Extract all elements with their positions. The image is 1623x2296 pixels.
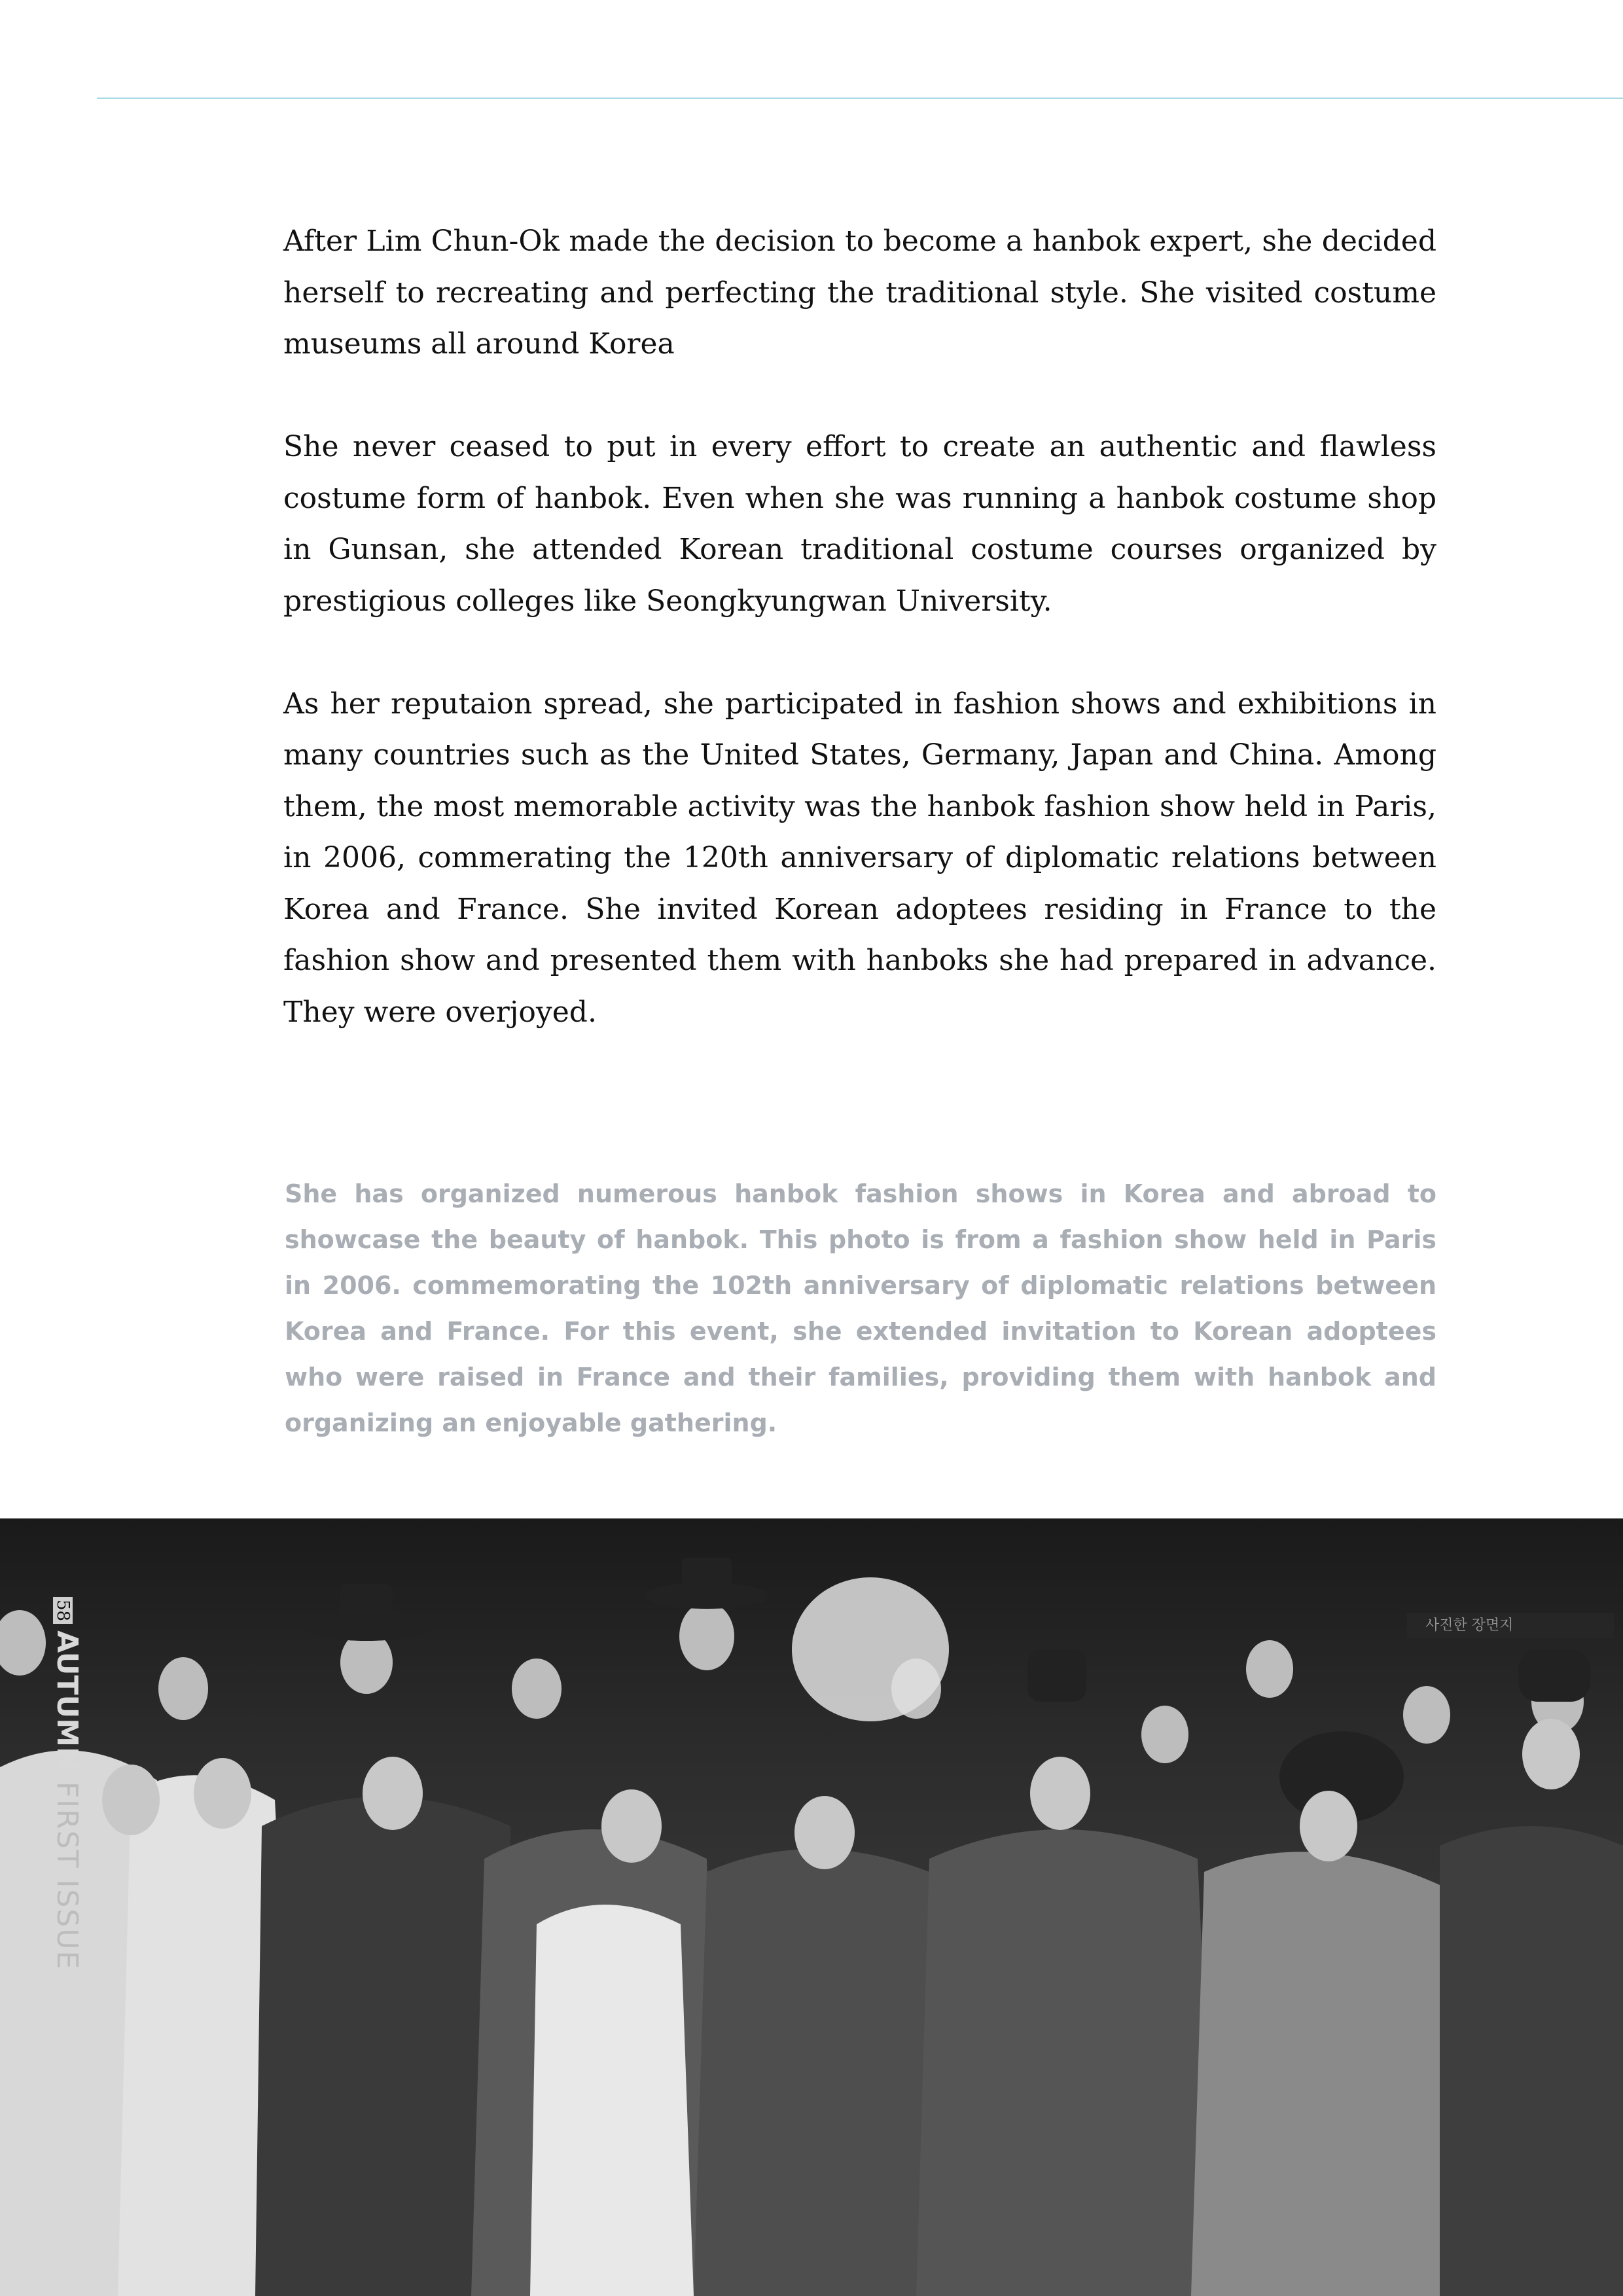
photo-caption-text: She has organized numerous hanbok fashion shows in Korea and abroad to showcase the beauty of hanbok. This photo is from a fashion show held in Paris in 2006. commemorating the 102th anniversary of diplomatic relations between Korea and France. For this event, she extended invitation to Korean adoptees who were raised in France and their families, providing them with hanbok and organizing an enjoyable gathering. [285,1179,1436,1437]
photo-caption [285,1171,1436,1446]
body-paragraph-1: After Lim Chun-Ok made the decision to become a hanbok expert, she decided herself to recreating and perfecting the traditional style. She visited costume museums all around Korea [283,224,1436,361]
issue-side-label [50,1597,84,1971]
photo-badge: 사진한 장면지 [1407,1613,1614,1638]
article-body [283,216,1436,1038]
page-number: 58 [53,1597,73,1624]
body-paragraph-2: She never ceased to put in every effort to create an authentic and flawless costume form of hanbok. Even when she was running a hanbok costume shop in Gunsan, she attended Korean traditional costume courses organized by prestigious colleges like Seongkyungwan University. [283,430,1436,618]
issue-side-label-text [50,1597,84,1971]
group-photo [0,1518,1623,2296]
body-paragraph-3: As her reputaion spread, she participated in fashion shows and exhibitions in many countries such as the United States, Germany, Japan and China. Among them, the most memorable activity was the hanbok fashion show held in Paris, in 2006, commerating the 120th anniversary of diplomatic relations between Korea and France. She invited Korean adoptees residing in France to the fashion show and presented them with hanboks she had prepared in advance. They were overjoyed. [283,687,1436,1029]
issue-season: AUTUMN [50,1630,84,1771]
issue-rest: FIRST ISSUE [50,1770,84,1971]
top-rule [97,98,1623,99]
group-photo-illustration [0,1518,1623,2296]
